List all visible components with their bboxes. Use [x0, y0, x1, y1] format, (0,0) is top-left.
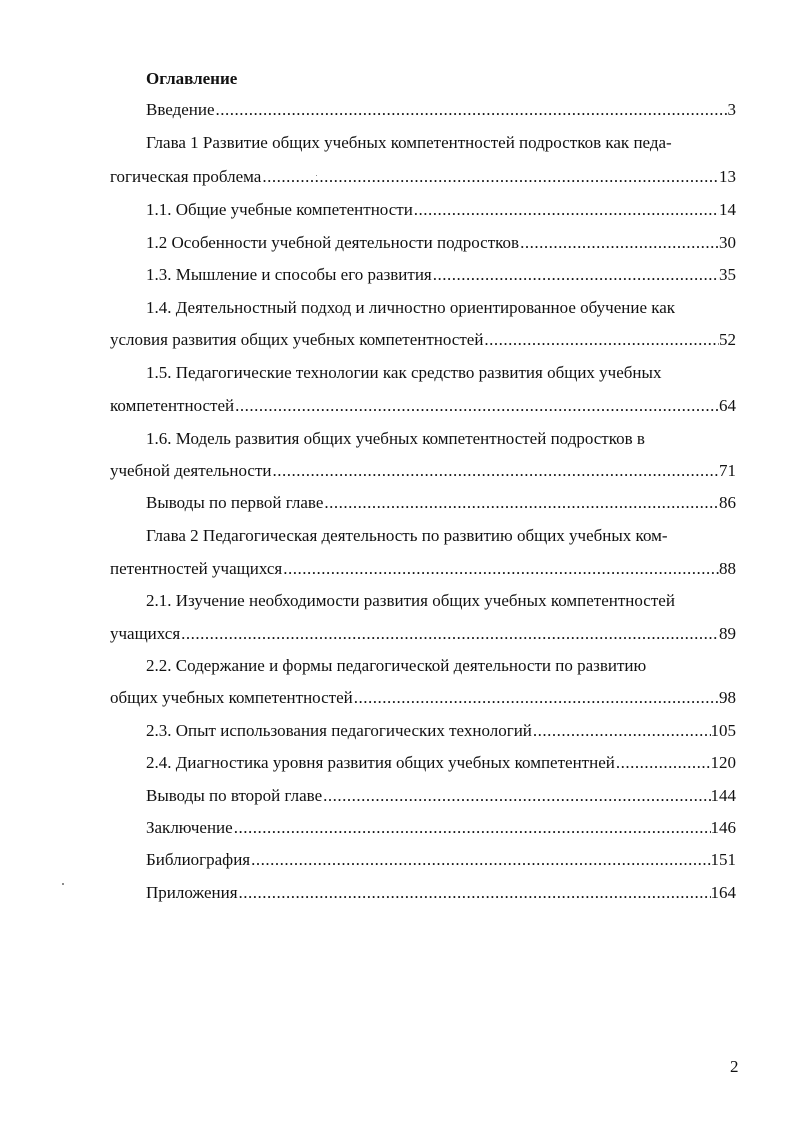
toc-entry-page: 151	[710, 850, 736, 869]
toc-entry-1-5[interactable]	[110, 395, 736, 417]
toc-entry-chapter-1[interactable]	[110, 166, 736, 188]
toc-entry-page: 164	[710, 883, 736, 902]
toc-entry-text: Выводы по второй главе	[146, 786, 323, 805]
toc-entry-text: 2.1. Изучение необходимости развития общих учебных компетентностей	[146, 591, 675, 610]
toc-title: Оглавление	[146, 69, 238, 88]
toc-entry-text: петентностей учащихся	[110, 559, 283, 578]
toc-entry-1-5-line1[interactable]	[146, 362, 736, 384]
dot-leader	[519, 232, 719, 254]
toc-entry-page: 30	[719, 233, 736, 252]
toc-entry-appendices[interactable]	[146, 882, 736, 904]
scan-speck	[62, 883, 64, 885]
toc-entry-page: 105	[710, 721, 736, 740]
toc-entry-chapter-2-line1[interactable]	[146, 525, 736, 547]
dot-leader	[615, 752, 711, 774]
toc-entry-page: 120	[710, 753, 736, 772]
toc-entry-text: общих учебных компетентностей	[110, 688, 353, 707]
toc-entry-conclusion[interactable]	[146, 817, 736, 839]
toc-entry-text: 1.1. Общие учебные компетентности	[146, 200, 413, 219]
toc-entry-text: 1.3. Мышление и способы его развития	[146, 265, 432, 284]
dot-leader	[322, 785, 710, 807]
toc-entry-page: 146	[710, 818, 736, 837]
scan-speck	[316, 175, 317, 176]
toc-entry-2-2-line1[interactable]	[146, 655, 736, 677]
toc-entry-text: Библиография	[146, 850, 251, 869]
dot-leader	[234, 395, 719, 417]
dot-leader	[413, 199, 719, 221]
dot-leader	[215, 99, 728, 121]
toc-entry-2-2[interactable]	[110, 687, 736, 709]
toc-entry-text: учебной деятельности	[110, 461, 272, 480]
toc-entry-2-1-line1[interactable]	[146, 590, 736, 612]
toc-entry-page: 14	[719, 200, 736, 219]
toc-entry-text: гогическая проблема	[110, 167, 262, 186]
toc-entry-text: 1.6. Модель развития общих учебных компетентностей подростков в	[146, 429, 645, 448]
toc-entry-1-6[interactable]	[110, 460, 736, 482]
toc-entry-text: компетентностей	[110, 396, 235, 415]
toc-entry-text: 2.2. Содержание и формы педагогической деятельности по развитию	[146, 656, 647, 675]
toc-entry-bibliography[interactable]	[146, 849, 736, 871]
toc-entry-2-4[interactable]	[146, 752, 736, 774]
dot-leader	[261, 166, 719, 188]
toc-entry-text: 1.2 Особенности учебной деятельности подростков	[146, 233, 520, 252]
dot-leader	[532, 720, 711, 742]
toc-entry-text: Введение	[146, 100, 215, 119]
toc-entry-page: 88	[719, 559, 736, 578]
dot-leader	[353, 687, 719, 709]
dot-leader	[272, 460, 719, 482]
dot-leader	[233, 817, 711, 839]
toc-entry-text: 2.3. Опыт использования педагогических технологий	[146, 721, 532, 740]
dot-leader	[282, 558, 719, 580]
toc-entry-text: Выводы по первой главе	[146, 493, 324, 512]
toc-entry-2-1[interactable]	[110, 623, 736, 645]
toc-entry-1-2[interactable]	[146, 232, 736, 254]
toc-entry-page: 98	[719, 688, 736, 707]
toc-entry-page: 144	[710, 786, 736, 805]
toc-entry-page: 86	[719, 493, 736, 512]
toc-entry-page: 89	[719, 624, 736, 643]
toc-entry-text: 1.5. Педагогические технологии как средство развития общих учебных	[146, 363, 662, 382]
toc-entry-1-3[interactable]	[146, 264, 736, 286]
toc-entry-page: 64	[719, 396, 736, 415]
dot-leader	[180, 623, 719, 645]
page-number: 2	[730, 1057, 739, 1076]
toc-entry-page: 71	[719, 461, 736, 480]
dot-leader	[238, 882, 711, 904]
toc-entry-page: 52	[719, 330, 736, 349]
toc-entry-chapter-2[interactable]	[110, 558, 736, 580]
toc-entry-2-3[interactable]	[146, 720, 736, 742]
dot-leader	[483, 329, 719, 351]
toc-entry-1-1[interactable]	[146, 199, 736, 221]
toc-entry-text: Приложения	[146, 883, 238, 902]
toc-entry-text: 1.4. Деятельностный подход и личностно ориентированное обучение как	[146, 298, 676, 317]
toc-entry-1-6-line1[interactable]	[146, 428, 736, 450]
toc-entry-1-4-line1[interactable]	[146, 297, 736, 319]
toc-entry-conclusions-2[interactable]	[146, 785, 736, 807]
dot-leader	[323, 492, 719, 514]
toc-entry-page: 13	[719, 167, 736, 186]
toc-entry-page: 35	[719, 265, 736, 284]
toc-entry-text: Глава 2 Педагогическая деятельность по развитию общих учебных ком-	[146, 526, 668, 545]
toc-entry-text: Заключение	[146, 818, 233, 837]
toc-entry-chapter-1-line1[interactable]	[146, 132, 736, 154]
toc-entry-text: условия развития общих учебных компетентностей	[110, 330, 484, 349]
dot-leader	[250, 849, 710, 871]
toc-entry-text: Глава 1 Развитие общих учебных компетентностей подростков как педа-	[146, 133, 672, 152]
toc-entry-1-4[interactable]	[110, 329, 736, 351]
toc-entry-intro[interactable]	[146, 99, 736, 121]
toc-entry-conclusions-1[interactable]	[146, 492, 736, 514]
toc-entry-page: 3	[727, 100, 736, 119]
toc-entry-text: 2.4. Диагностика уровня развития общих учебных компетентней	[146, 753, 615, 772]
dot-leader	[432, 264, 719, 286]
toc-entry-text: учащихся	[110, 624, 181, 643]
